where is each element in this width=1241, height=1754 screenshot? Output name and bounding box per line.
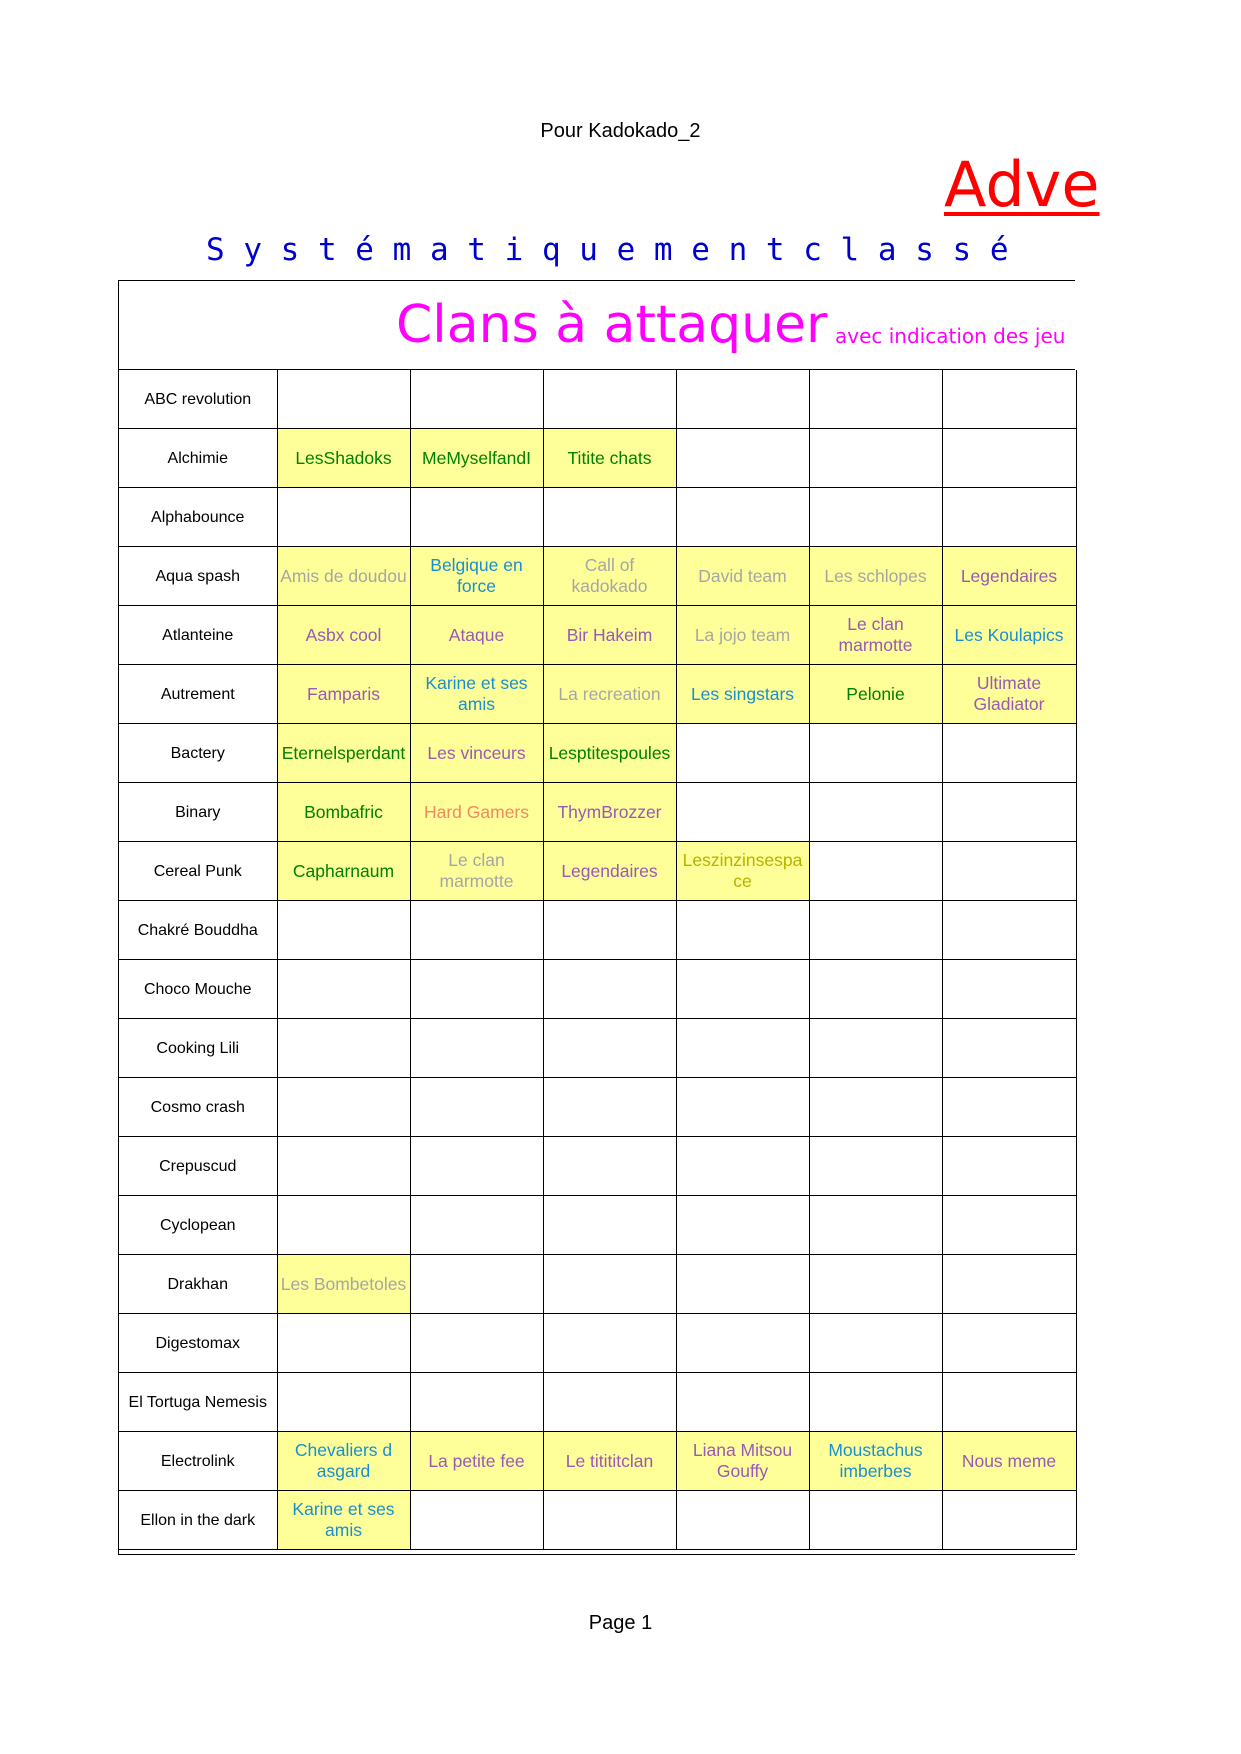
target-clan-cell: [410, 1019, 543, 1078]
target-clan-cell: [676, 1491, 809, 1550]
target-clan-cell: [942, 901, 1076, 960]
clans-title: Clans à attaquer: [396, 295, 828, 355]
target-clan-cell: [277, 1137, 410, 1196]
target-clan-cell: [543, 960, 676, 1019]
target-clan-cell: Capharnaum: [277, 842, 410, 901]
table-row: [119, 1255, 1076, 1314]
clan-name: ABC revolution: [119, 370, 277, 429]
target-clan-cell: [277, 1078, 410, 1137]
table-row: [119, 724, 1076, 783]
target-clan-cell: [676, 1196, 809, 1255]
target-clan-cell: [277, 1196, 410, 1255]
target-clan-cell: [543, 1019, 676, 1078]
target-clan-cell: [809, 488, 942, 547]
clan-name: El Tortuga Nemesis: [119, 1373, 277, 1432]
clan-name: Cooking Lili: [119, 1019, 277, 1078]
clan-name: Cyclopean: [119, 1196, 277, 1255]
table-row: [119, 783, 1076, 842]
clan-name: Crepuscud: [119, 1137, 277, 1196]
target-clan-cell: [410, 370, 543, 429]
target-clan-cell: MeMyselfandI: [410, 429, 543, 488]
target-clan-cell: Legendaires: [942, 547, 1076, 606]
clan-name: Autrement: [119, 665, 277, 724]
clan-name: Chakré Bouddha: [119, 901, 277, 960]
target-clan-cell: La jojo team: [676, 606, 809, 665]
target-clan-cell: [277, 960, 410, 1019]
target-clan-cell: Les Bombetoles: [277, 1255, 410, 1314]
target-clan-cell: Famparis: [277, 665, 410, 724]
target-clan-cell: [410, 1255, 543, 1314]
target-clan-cell: [676, 370, 809, 429]
target-clan-cell: [543, 901, 676, 960]
clan-name: Cosmo crash: [119, 1078, 277, 1137]
table-row: [119, 1137, 1076, 1196]
target-clan-cell: [676, 1255, 809, 1314]
target-clan-cell: Ultimate Gladiator: [942, 665, 1076, 724]
target-clan-cell: [942, 1137, 1076, 1196]
target-clan-cell: [676, 1373, 809, 1432]
table-row: [119, 547, 1076, 606]
table-row: [119, 606, 1076, 665]
target-clan-cell: Liana Mitsou Gouffy: [676, 1432, 809, 1491]
target-clan-cell: [809, 1491, 942, 1550]
target-clan-cell: [410, 1314, 543, 1373]
clan-name: Bactery: [119, 724, 277, 783]
target-clan-cell: [410, 960, 543, 1019]
target-clan-cell: [942, 488, 1076, 547]
table-row: [119, 1373, 1076, 1432]
target-clan-cell: [277, 1314, 410, 1373]
table-row: [119, 429, 1076, 488]
target-clan-cell: [942, 429, 1076, 488]
target-clan-cell: [942, 1196, 1076, 1255]
target-clan-cell: Legendaires: [543, 842, 676, 901]
clans-subtitle: avec indication des jeu: [835, 324, 1066, 348]
banner-title-red: Adve: [944, 148, 1100, 221]
target-clan-cell: [942, 1078, 1076, 1137]
target-clan-cell: [809, 1373, 942, 1432]
target-clan-cell: Ataque: [410, 606, 543, 665]
target-clan-cell: Le clan marmotte: [410, 842, 543, 901]
target-clan-cell: David team: [676, 547, 809, 606]
target-clan-cell: Lesptitespoules: [543, 724, 676, 783]
target-clan-cell: [809, 1078, 942, 1137]
clan-name: Aqua spash: [119, 547, 277, 606]
target-clan-cell: [676, 1078, 809, 1137]
clan-name: Drakhan: [119, 1255, 277, 1314]
target-clan-cell: Le titititclan: [543, 1432, 676, 1491]
table-row: [119, 960, 1076, 1019]
target-clan-cell: [809, 842, 942, 901]
target-clan-cell: [942, 960, 1076, 1019]
table-row: [119, 1491, 1076, 1550]
target-clan-cell: La petite fee: [410, 1432, 543, 1491]
target-clan-cell: Pelonie: [809, 665, 942, 724]
target-clan-cell: Karine et ses amis: [277, 1491, 410, 1550]
target-clan-cell: Titite chats: [543, 429, 676, 488]
target-clan-cell: [410, 1491, 543, 1550]
target-clan-cell: La recreation: [543, 665, 676, 724]
table-row: [119, 370, 1076, 429]
target-clan-cell: [676, 488, 809, 547]
target-clan-cell: [809, 429, 942, 488]
target-clan-cell: [942, 1314, 1076, 1373]
page-number: Page 1: [588, 1612, 653, 1634]
target-clan-cell: [277, 1019, 410, 1078]
target-clan-cell: Le clan marmotte: [809, 606, 942, 665]
target-clan-cell: [543, 1373, 676, 1432]
target-clan-cell: [410, 901, 543, 960]
target-clan-cell: [543, 1078, 676, 1137]
target-clan-cell: [676, 960, 809, 1019]
target-clan-cell: [277, 901, 410, 960]
target-clan-cell: Amis de doudou: [277, 547, 410, 606]
target-clan-cell: Belgique en force: [410, 547, 543, 606]
target-clan-cell: Les singstars: [676, 665, 809, 724]
clan-name: Binary: [119, 783, 277, 842]
target-clan-cell: [809, 1137, 942, 1196]
target-clan-cell: [410, 1078, 543, 1137]
target-clan-cell: [543, 1314, 676, 1373]
target-clan-cell: [809, 960, 942, 1019]
table-row: [119, 665, 1076, 724]
target-clan-cell: Bir Hakeim: [543, 606, 676, 665]
table-row: [119, 1196, 1076, 1255]
target-clan-cell: [676, 901, 809, 960]
target-clan-cell: [809, 724, 942, 783]
clan-name: Electrolink: [119, 1432, 277, 1491]
target-clan-cell: Nous meme: [942, 1432, 1076, 1491]
target-clan-cell: [942, 724, 1076, 783]
target-clan-cell: [809, 1019, 942, 1078]
target-clan-cell: [410, 1373, 543, 1432]
target-clan-cell: [277, 488, 410, 547]
clan-name: Digestomax: [119, 1314, 277, 1373]
target-clan-cell: [942, 1255, 1076, 1314]
target-clan-cell: Call of kadokado: [543, 547, 676, 606]
table-row: [119, 1432, 1076, 1491]
table-row: [119, 901, 1076, 960]
target-clan-cell: [942, 370, 1076, 429]
target-clan-cell: [942, 783, 1076, 842]
target-clan-cell: Hard Gamers: [410, 783, 543, 842]
target-clan-cell: [942, 1019, 1076, 1078]
clan-name: Alchimie: [119, 429, 277, 488]
target-clan-cell: Les Koulapics: [942, 606, 1076, 665]
target-clan-cell: [410, 1196, 543, 1255]
target-clan-cell: [543, 1255, 676, 1314]
clan-name: Choco Mouche: [119, 960, 277, 1019]
target-clan-cell: [942, 1491, 1076, 1550]
target-clan-cell: [543, 1491, 676, 1550]
document-header: Pour Kadokado_2: [540, 120, 701, 142]
target-clan-cell: [809, 1255, 942, 1314]
target-clan-cell: [543, 1137, 676, 1196]
clan-name: Cereal Punk: [119, 842, 277, 901]
target-clan-cell: Bombafric: [277, 783, 410, 842]
target-clan-cell: [942, 1373, 1076, 1432]
target-clan-cell: Les vinceurs: [410, 724, 543, 783]
target-clan-cell: [676, 1019, 809, 1078]
target-clan-cell: [676, 724, 809, 783]
clans-table: [119, 370, 1077, 1550]
clan-name: Alphabounce: [119, 488, 277, 547]
target-clan-cell: [410, 1137, 543, 1196]
spreadsheet: [118, 280, 1075, 1555]
target-clan-cell: [410, 488, 543, 547]
table-row: [119, 842, 1076, 901]
target-clan-cell: Les schlopes: [809, 547, 942, 606]
table-row: [119, 1078, 1076, 1137]
target-clan-cell: Leszinzinsespace: [676, 842, 809, 901]
target-clan-cell: [543, 1196, 676, 1255]
target-clan-cell: [277, 370, 410, 429]
target-clan-cell: [809, 783, 942, 842]
target-clan-cell: [809, 901, 942, 960]
target-clan-cell: [942, 842, 1076, 901]
spaced-subtitle: S y s t é m a t i q u e m e n t c l a s s é: [206, 232, 1009, 268]
target-clan-cell: [277, 1373, 410, 1432]
target-clan-cell: Moustachus imberbes: [809, 1432, 942, 1491]
target-clan-cell: Asbx cool: [277, 606, 410, 665]
target-clan-cell: [676, 429, 809, 488]
target-clan-cell: [809, 370, 942, 429]
target-clan-cell: Eternelsperdant: [277, 724, 410, 783]
target-clan-cell: LesShadoks: [277, 429, 410, 488]
target-clan-cell: [809, 1196, 942, 1255]
table-row: [119, 1314, 1076, 1373]
clan-name: Atlanteine: [119, 606, 277, 665]
target-clan-cell: Chevaliers d asgard: [277, 1432, 410, 1491]
clans-banner: [119, 281, 1075, 370]
target-clan-cell: Karine et ses amis: [410, 665, 543, 724]
target-clan-cell: [543, 488, 676, 547]
clan-name: Ellon in the dark: [119, 1491, 277, 1550]
table-row: [119, 488, 1076, 547]
target-clan-cell: ThymBrozzer: [543, 783, 676, 842]
table-row: [119, 1019, 1076, 1078]
target-clan-cell: [676, 783, 809, 842]
target-clan-cell: [676, 1314, 809, 1373]
target-clan-cell: [543, 370, 676, 429]
target-clan-cell: [676, 1137, 809, 1196]
target-clan-cell: [809, 1314, 942, 1373]
